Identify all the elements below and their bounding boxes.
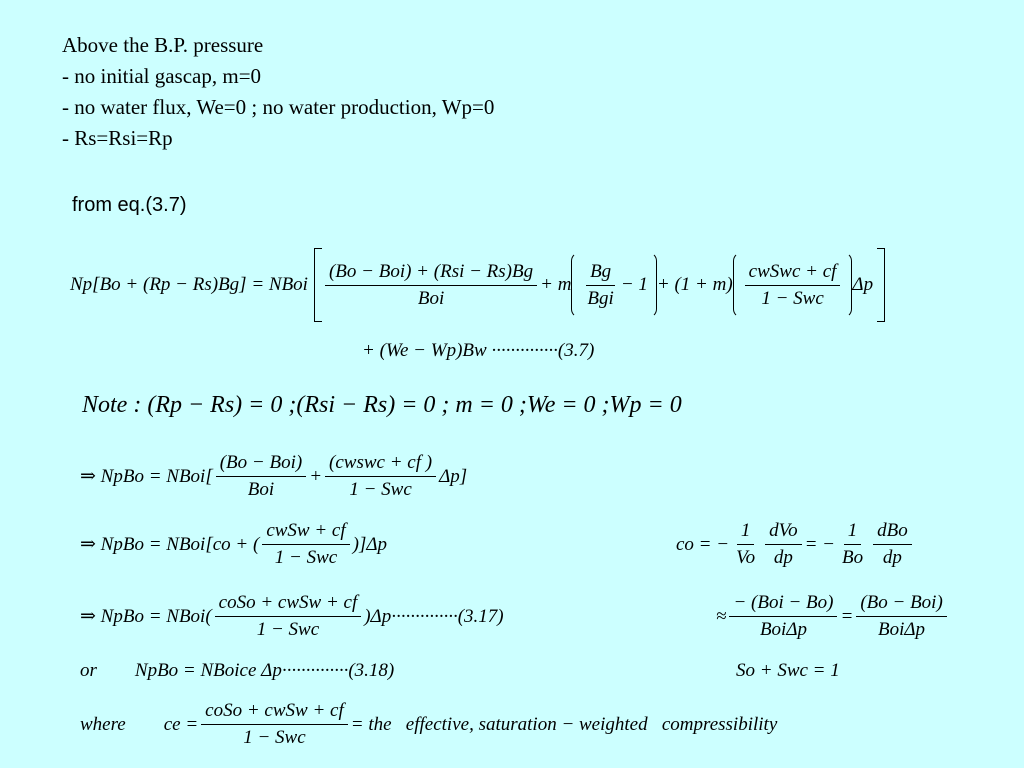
step2-tail: )]Δp (352, 533, 387, 555)
or-equation-3-18: or NpBo = NBoice Δp··············(3.18) (80, 660, 395, 681)
step-1-equation (80, 452, 467, 501)
step1-tail: Δp] (439, 465, 468, 487)
co-lhs: co = − (676, 533, 730, 555)
co-f4-den: dp (882, 547, 902, 568)
co-f1-num: 1 (737, 520, 755, 545)
step2-lhs: ⇒ NpBo = NBoi[co + ( (80, 534, 260, 555)
left-paren-icon (571, 252, 580, 318)
left-paren-icon (733, 252, 742, 318)
eq37-f3-den: 1 − Swc (761, 287, 824, 309)
step2-fraction (262, 520, 349, 569)
co-fraction-2 (765, 520, 802, 569)
eq37-fraction-1 (325, 261, 537, 310)
approximation (716, 592, 950, 641)
step-2-equation (80, 520, 387, 569)
eq37-plus-1m: + (1 + m) (656, 274, 733, 295)
step1-plus: + (309, 465, 323, 487)
where-fraction (201, 700, 348, 749)
approx-f1-den: BoiΔp (759, 619, 807, 640)
where-lhs: where ce = (80, 713, 199, 735)
from-eq-label: from eq.(3.7) (72, 194, 187, 216)
approx-f2-num: (Bo − Boi) (856, 592, 946, 617)
approx-symbol: ≈ (716, 605, 727, 627)
eq37-f1-num: (Bo − Boi) + (Rsi − Rs)Bg (325, 261, 537, 286)
step2-den: 1 − Swc (274, 547, 338, 568)
saturation-equation: So + Swc = 1 (736, 660, 840, 681)
step1-f1-den: Boi (247, 479, 275, 500)
where-definition (80, 700, 777, 749)
right-paren-icon (648, 252, 657, 318)
right-bracket-icon (877, 248, 885, 322)
step3-tail: )Δp··············(3.17) (364, 605, 504, 627)
co-fraction-3 (838, 520, 867, 569)
note-line: Note : (Rp − Rs) = 0 ;(Rsi − Rs) = 0 ; m = 0 ;We = 0 ;Wp = 0 (82, 392, 682, 418)
eq37-f2-den: Bgi (587, 287, 614, 309)
co-f3-den: Bo (841, 547, 864, 568)
eq37-lhs: Np[Bo + (Rp − Rs)Bg] = NBoi (70, 274, 308, 295)
co-f3-num: 1 (844, 520, 862, 545)
step1-f1-num: (Bo − Boi) (216, 452, 306, 477)
heading-line-1: Above the B.P. pressure (62, 33, 264, 57)
where-num: coSo + cwSw + cf (201, 700, 348, 725)
heading-line-2: - no initial gascap, m=0 (62, 64, 262, 88)
heading-text (62, 30, 494, 154)
eq37-plus-m: + m (540, 274, 572, 295)
step1-fraction-1 (216, 452, 306, 501)
step2-num: cwSw + cf (262, 520, 349, 545)
step1-lhs: ⇒ NpBo = NBoi[ (80, 466, 213, 487)
eq37-f1-den: Boi (417, 287, 445, 309)
approx-fraction-1 (729, 592, 837, 641)
where-den: 1 − Swc (243, 727, 306, 748)
step1-f2-den: 1 − Swc (349, 479, 412, 500)
step3-lhs: ⇒ NpBo = NBoi( (80, 606, 212, 627)
approx-eq: = (840, 605, 854, 627)
approx-fraction-2 (856, 592, 946, 641)
co-eq: = − (804, 533, 835, 555)
approx-f2-den: BoiΔp (878, 619, 926, 640)
eq37-minus-1: − 1 (620, 274, 648, 295)
approx-f1-num: − (Boi − Bo) (729, 592, 837, 617)
co-f4-num: dBo (873, 520, 912, 545)
step3-num: coSo + cwSw + cf (215, 592, 362, 617)
step1-fraction-2 (325, 452, 436, 501)
eq37-fraction-3 (745, 261, 841, 310)
equation-3-7 (70, 248, 885, 322)
where-tail: = the effective, saturation − weighted compressibility (350, 713, 778, 735)
eq37-dp: Δp (852, 274, 874, 295)
heading-line-4: - Rs=Rsi=Rp (62, 126, 173, 150)
heading-line-3: - no water flux, We=0 ; no water production, Wp=0 (62, 95, 495, 119)
co-f2-num: dVo (765, 520, 802, 545)
step3-fraction (215, 592, 362, 641)
eq37-f2-num: Bg (586, 261, 615, 286)
co-definition (676, 520, 915, 569)
eq37-line-2: + (We − Wp)Bw ··············(3.7) (362, 340, 595, 361)
co-f1-den: Vo (736, 547, 756, 568)
eq37-f3-num: cwSwc + cf (745, 261, 841, 286)
step3-den: 1 − Swc (256, 619, 320, 640)
co-fraction-1 (732, 520, 759, 569)
step1-f2-num: (cwswc + cf ) (325, 452, 436, 477)
co-fraction-4 (873, 520, 912, 569)
co-f2-den: dp (773, 547, 793, 568)
left-bracket-icon (314, 248, 322, 322)
step-3-equation (80, 592, 504, 641)
eq37-fraction-2 (583, 261, 617, 310)
